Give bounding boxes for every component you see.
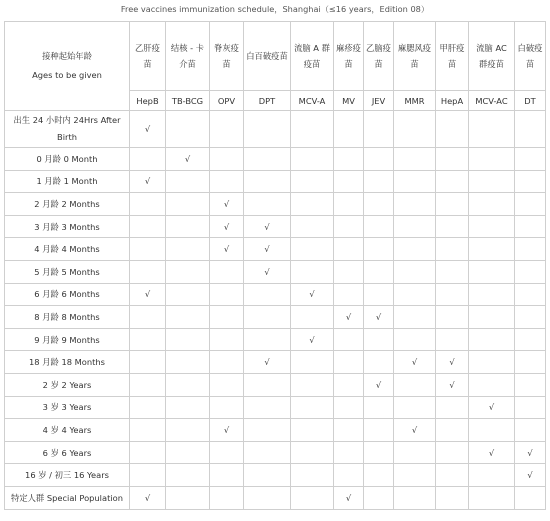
vaccine-header-tb-bcg: 结核 - 卡介苗 (166, 22, 210, 91)
empty-cell (469, 306, 515, 329)
empty-cell (166, 306, 210, 329)
age-cell: 4 月龄 4 Months (5, 238, 130, 261)
empty-cell (334, 419, 364, 442)
empty-cell (130, 351, 166, 374)
vaccine-abbr-tb-bcg: TB-BCG (166, 91, 210, 111)
empty-cell (364, 283, 394, 306)
empty-cell (515, 306, 546, 329)
empty-cell (364, 238, 394, 261)
empty-cell (364, 328, 394, 351)
table-row (5, 260, 546, 283)
empty-cell (436, 148, 469, 171)
age-cell: 出生 24 小时内 24Hrs After Birth (5, 111, 130, 148)
age-header-zh: 接种起始年龄 (42, 51, 92, 61)
empty-cell (166, 238, 210, 261)
age-cell: 1 月龄 1 Month (5, 170, 130, 193)
empty-cell (394, 441, 436, 464)
table-row (5, 419, 546, 442)
empty-cell (291, 396, 334, 419)
empty-cell (469, 148, 515, 171)
empty-cell (130, 215, 166, 238)
empty-cell (334, 193, 364, 216)
empty-cell (334, 238, 364, 261)
empty-cell (166, 419, 210, 442)
empty-cell (244, 283, 291, 306)
check-mark-cell: √ (130, 111, 166, 148)
empty-cell (166, 396, 210, 419)
empty-cell (515, 170, 546, 193)
table-row (5, 283, 546, 306)
empty-cell (515, 238, 546, 261)
empty-cell (130, 396, 166, 419)
empty-cell (394, 111, 436, 148)
empty-cell (291, 111, 334, 148)
empty-cell (210, 441, 244, 464)
empty-cell (364, 419, 394, 442)
age-cell: 0 月龄 0 Month (5, 148, 130, 171)
check-mark-cell: √ (436, 373, 469, 396)
empty-cell (394, 283, 436, 306)
empty-cell (469, 283, 515, 306)
empty-cell (436, 328, 469, 351)
check-mark-cell: √ (130, 170, 166, 193)
age-cell: 2 月龄 2 Months (5, 193, 130, 216)
empty-cell (130, 193, 166, 216)
empty-cell (469, 193, 515, 216)
empty-cell (436, 193, 469, 216)
empty-cell (244, 170, 291, 193)
empty-cell (130, 419, 166, 442)
empty-cell (334, 170, 364, 193)
check-mark-cell: √ (394, 351, 436, 374)
empty-cell (436, 441, 469, 464)
age-cell: 18 月龄 18 Months (5, 351, 130, 374)
vaccine-abbr-dpt: DPT (244, 91, 291, 111)
empty-cell (469, 351, 515, 374)
check-mark-cell: √ (130, 486, 166, 509)
empty-cell (166, 283, 210, 306)
empty-cell (394, 396, 436, 419)
table-row (5, 464, 546, 487)
empty-cell (210, 111, 244, 148)
age-header-en: Ages to be given (32, 70, 102, 80)
empty-cell (364, 260, 394, 283)
empty-cell (334, 215, 364, 238)
empty-cell (436, 260, 469, 283)
empty-cell (394, 464, 436, 487)
vaccine-header-mcv-a: 流脑 A 群疫苗 (291, 22, 334, 91)
check-mark-cell: √ (244, 238, 291, 261)
empty-cell (515, 351, 546, 374)
empty-cell (166, 441, 210, 464)
empty-cell (469, 419, 515, 442)
empty-cell (244, 193, 291, 216)
check-mark-cell: √ (244, 351, 291, 374)
empty-cell (130, 464, 166, 487)
check-mark-cell: √ (394, 419, 436, 442)
empty-cell (130, 306, 166, 329)
age-cell: 6 月龄 6 Months (5, 283, 130, 306)
vaccine-abbr-mcv-a: MCV-A (291, 91, 334, 111)
empty-cell (436, 215, 469, 238)
table-row (5, 328, 546, 351)
empty-cell (210, 306, 244, 329)
empty-cell (291, 306, 334, 329)
check-mark-cell: √ (515, 441, 546, 464)
empty-cell (291, 170, 334, 193)
empty-cell (436, 486, 469, 509)
empty-cell (394, 306, 436, 329)
age-cell: 8 月龄 8 Months (5, 306, 130, 329)
check-mark-cell: √ (244, 260, 291, 283)
empty-cell (166, 328, 210, 351)
empty-cell (291, 193, 334, 216)
empty-cell (394, 486, 436, 509)
vaccine-header-dpt: 白百破疫苗 (244, 22, 291, 91)
empty-cell (515, 260, 546, 283)
empty-cell (364, 215, 394, 238)
check-mark-cell: √ (364, 373, 394, 396)
check-mark-cell: √ (210, 419, 244, 442)
empty-cell (469, 373, 515, 396)
empty-cell (166, 351, 210, 374)
empty-cell (364, 396, 394, 419)
schedule-body (5, 111, 546, 510)
table-row (5, 238, 546, 261)
empty-cell (334, 111, 364, 148)
empty-cell (334, 464, 364, 487)
check-mark-cell: √ (291, 283, 334, 306)
empty-cell (291, 486, 334, 509)
empty-cell (291, 351, 334, 374)
vaccine-header-mv: 麻疹疫苗 (334, 22, 364, 91)
empty-cell (291, 373, 334, 396)
empty-cell (394, 148, 436, 171)
empty-cell (210, 373, 244, 396)
empty-cell (291, 464, 334, 487)
empty-cell (244, 111, 291, 148)
vaccine-header-jev: 乙脑疫苗 (364, 22, 394, 91)
empty-cell (244, 486, 291, 509)
empty-cell (334, 328, 364, 351)
vaccine-abbr-hepa: HepA (436, 91, 469, 111)
empty-cell (515, 283, 546, 306)
check-mark-cell: √ (166, 148, 210, 171)
age-cell: 16 岁 / 初三 16 Years (5, 464, 130, 487)
empty-cell (244, 441, 291, 464)
vaccine-header-mmr: 麻腮风疫苗 (394, 22, 436, 91)
age-cell: 4 岁 4 Years (5, 419, 130, 442)
check-mark-cell: √ (364, 306, 394, 329)
empty-cell (515, 486, 546, 509)
table-row (5, 373, 546, 396)
age-cell: 2 岁 2 Years (5, 373, 130, 396)
empty-cell (364, 111, 394, 148)
table-row (5, 148, 546, 171)
empty-cell (469, 238, 515, 261)
empty-cell (291, 238, 334, 261)
empty-cell (436, 419, 469, 442)
empty-cell (515, 396, 546, 419)
empty-cell (334, 441, 364, 464)
vaccine-header-hepa: 甲肝疫苗 (436, 22, 469, 91)
table-row (5, 396, 546, 419)
check-mark-cell: √ (210, 238, 244, 261)
empty-cell (436, 283, 469, 306)
empty-cell (515, 419, 546, 442)
page-title: Free vaccines immunization schedule，Shanghai（≤16 years，Edition 08） (120, 4, 430, 14)
empty-cell (364, 193, 394, 216)
check-mark-cell: √ (244, 215, 291, 238)
empty-cell (394, 170, 436, 193)
empty-cell (130, 441, 166, 464)
empty-cell (166, 193, 210, 216)
table-row (5, 306, 546, 329)
empty-cell (244, 396, 291, 419)
age-cell: 3 月龄 3 Months (5, 215, 130, 238)
age-cell: 3 岁 3 Years (5, 396, 130, 419)
age-cell: 9 月龄 9 Months (5, 328, 130, 351)
table-row (5, 215, 546, 238)
vaccine-abbr-mcv-ac: MCV-AC (469, 91, 515, 111)
empty-cell (166, 215, 210, 238)
empty-cell (166, 486, 210, 509)
empty-cell (364, 148, 394, 171)
empty-cell (291, 419, 334, 442)
empty-cell (166, 373, 210, 396)
empty-cell (334, 260, 364, 283)
empty-cell (166, 260, 210, 283)
empty-cell (130, 328, 166, 351)
table-row (5, 111, 546, 148)
empty-cell (210, 328, 244, 351)
check-mark-cell: √ (469, 396, 515, 419)
empty-cell (244, 148, 291, 171)
check-mark-cell: √ (291, 328, 334, 351)
empty-cell (334, 396, 364, 419)
check-mark-cell: √ (469, 441, 515, 464)
empty-cell (364, 351, 394, 374)
empty-cell (210, 260, 244, 283)
empty-cell (291, 148, 334, 171)
age-cell: 6 岁 6 Years (5, 441, 130, 464)
empty-cell (436, 238, 469, 261)
empty-cell (469, 328, 515, 351)
empty-cell (130, 148, 166, 171)
empty-cell (210, 486, 244, 509)
empty-cell (436, 306, 469, 329)
check-mark-cell: √ (334, 486, 364, 509)
empty-cell (394, 193, 436, 216)
empty-cell (394, 260, 436, 283)
empty-cell (130, 373, 166, 396)
empty-cell (244, 373, 291, 396)
empty-cell (364, 464, 394, 487)
empty-cell (515, 111, 546, 148)
empty-cell (394, 238, 436, 261)
table-row (5, 486, 546, 509)
empty-cell (244, 306, 291, 329)
vaccine-header-hepb: 乙肝疫苗 (130, 22, 166, 91)
check-mark-cell: √ (334, 306, 364, 329)
empty-cell (436, 464, 469, 487)
empty-cell (469, 260, 515, 283)
empty-cell (210, 283, 244, 306)
empty-cell (394, 373, 436, 396)
age-column-header (5, 22, 130, 111)
empty-cell (166, 464, 210, 487)
empty-cell (334, 351, 364, 374)
empty-cell (394, 328, 436, 351)
check-mark-cell: √ (515, 464, 546, 487)
empty-cell (244, 464, 291, 487)
empty-cell (210, 351, 244, 374)
table-row (5, 170, 546, 193)
empty-cell (210, 170, 244, 193)
empty-cell (291, 215, 334, 238)
empty-cell (469, 464, 515, 487)
vaccine-abbr-mv: MV (334, 91, 364, 111)
empty-cell (469, 486, 515, 509)
vaccine-abbr-hepb: HepB (130, 91, 166, 111)
empty-cell (244, 328, 291, 351)
empty-cell (244, 419, 291, 442)
empty-cell (291, 441, 334, 464)
empty-cell (334, 148, 364, 171)
header-row-chinese (5, 22, 546, 91)
empty-cell (364, 170, 394, 193)
empty-cell (436, 170, 469, 193)
empty-cell (436, 111, 469, 148)
vaccine-abbr-mmr: MMR (394, 91, 436, 111)
empty-cell (291, 260, 334, 283)
empty-cell (166, 170, 210, 193)
table-row (5, 193, 546, 216)
vaccine-header-mcv-ac: 流脑 AC 群疫苗 (469, 22, 515, 91)
vaccine-header-dt: 白破疫苗 (515, 22, 546, 91)
empty-cell (210, 148, 244, 171)
table-row (5, 351, 546, 374)
table-row (5, 441, 546, 464)
empty-cell (364, 441, 394, 464)
empty-cell (210, 396, 244, 419)
empty-cell (166, 111, 210, 148)
empty-cell (515, 215, 546, 238)
empty-cell (469, 170, 515, 193)
empty-cell (515, 193, 546, 216)
empty-cell (515, 328, 546, 351)
empty-cell (364, 486, 394, 509)
check-mark-cell: √ (130, 283, 166, 306)
empty-cell (394, 215, 436, 238)
immunization-schedule-table (4, 21, 546, 510)
age-cell: 5 月龄 5 Months (5, 260, 130, 283)
empty-cell (334, 373, 364, 396)
vaccine-header-opv: 脊灰疫苗 (210, 22, 244, 91)
empty-cell (334, 283, 364, 306)
empty-cell (436, 396, 469, 419)
empty-cell (469, 215, 515, 238)
empty-cell (515, 373, 546, 396)
empty-cell (515, 148, 546, 171)
vaccine-abbr-dt: DT (515, 91, 546, 111)
vaccine-abbr-opv: OPV (210, 91, 244, 111)
empty-cell (210, 464, 244, 487)
empty-cell (130, 238, 166, 261)
empty-cell (130, 260, 166, 283)
check-mark-cell: √ (210, 215, 244, 238)
age-cell: 特定人群 Special Population (5, 486, 130, 509)
check-mark-cell: √ (436, 351, 469, 374)
vaccine-abbr-jev: JEV (364, 91, 394, 111)
check-mark-cell: √ (210, 193, 244, 216)
empty-cell (469, 111, 515, 148)
